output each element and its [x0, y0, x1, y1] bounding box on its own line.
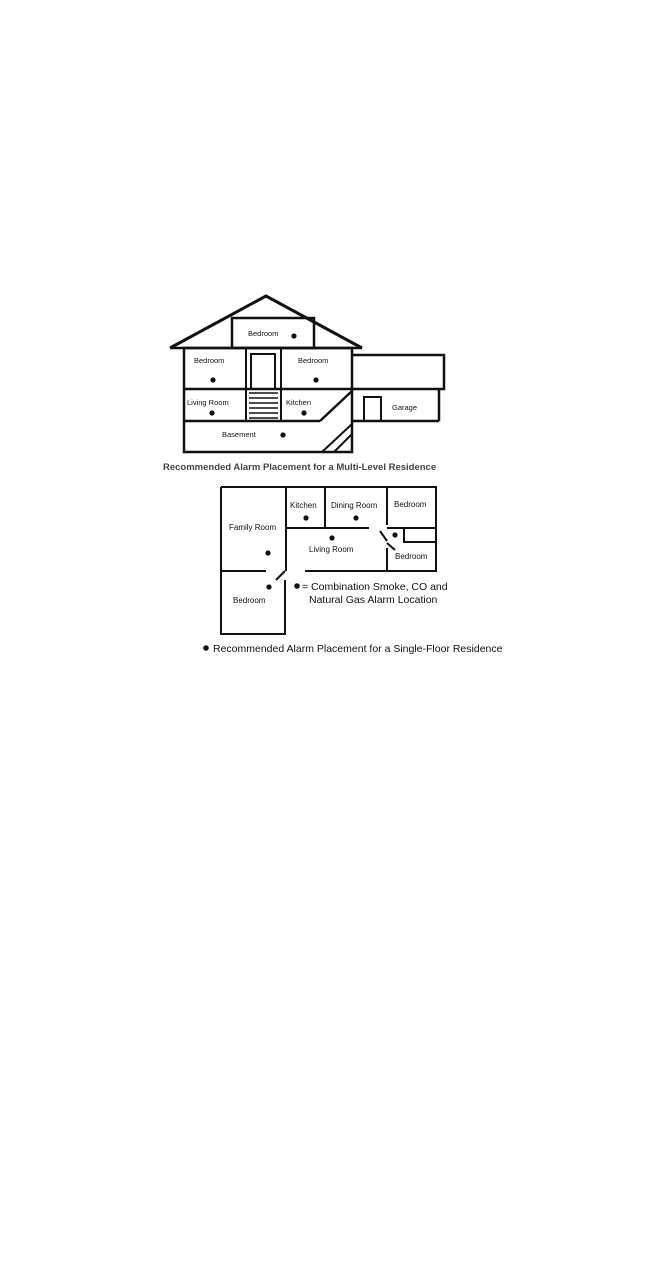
kitchen-label: Kitchen	[286, 398, 312, 407]
alarm-marker-icon	[313, 377, 318, 382]
garage-roof	[352, 355, 444, 389]
legend-line-1: = Combination Smoke, CO and	[302, 581, 448, 593]
family-room-label: Family Room	[229, 523, 277, 532]
alarm-marker-icon	[280, 432, 285, 437]
closet	[404, 528, 436, 542]
attic-bedroom-label: Bedroom	[248, 329, 279, 338]
upper-doorway	[251, 354, 275, 389]
garage-door	[364, 397, 381, 421]
kitchen-label: Kitchen	[290, 501, 317, 510]
alarm-marker-icon	[266, 584, 271, 589]
bedroom-right-label: Bedroom	[395, 552, 428, 561]
left-bedroom-label: Bedroom	[194, 356, 225, 365]
living-room-label: Living Room	[309, 545, 354, 554]
alarm-marker-icon	[209, 410, 214, 415]
door-swing-right-lower	[387, 543, 395, 550]
door-swing-bedroom	[276, 571, 285, 580]
basement-label: Basement	[222, 430, 256, 439]
roof-outline	[170, 296, 362, 348]
outer-wall-left	[221, 487, 285, 634]
multi-level-house-diagram	[163, 296, 444, 473]
legend-line-2: Natural Gas Alarm Location	[309, 594, 438, 606]
alarm-marker-icon	[301, 410, 306, 415]
single-floor-plan-diagram	[203, 487, 502, 655]
garage-label: Garage	[392, 403, 418, 412]
alarm-marker-icon	[291, 333, 296, 338]
ramp-line-inner	[334, 434, 352, 452]
slope-wall	[320, 391, 352, 421]
alarm-marker-icon	[210, 377, 215, 382]
alarm-marker-icon	[265, 550, 270, 555]
alarm-marker-icon	[392, 532, 397, 537]
bedroom-bottom-left-label: Bedroom	[233, 596, 266, 605]
alarm-marker-icon	[329, 535, 334, 540]
bedroom-top-right-label: Bedroom	[394, 500, 427, 509]
living-room-label: Living Room	[187, 398, 229, 407]
door-swing-right-upper	[380, 531, 387, 541]
multi-level-caption: Recommended Alarm Placement for a Multi-Level Residence	[163, 462, 437, 473]
staircase	[249, 393, 278, 418]
alarm-marker-icon	[203, 645, 209, 651]
alarm-marker-icon	[294, 583, 300, 589]
alarm-marker-icon	[303, 515, 308, 520]
dining-room-label: Dining Room	[331, 501, 378, 510]
alarm-marker-icon	[353, 515, 358, 520]
right-bedroom-label: Bedroom	[298, 356, 329, 365]
single-floor-caption: Recommended Alarm Placement for a Single-Floor Residence	[213, 643, 503, 655]
